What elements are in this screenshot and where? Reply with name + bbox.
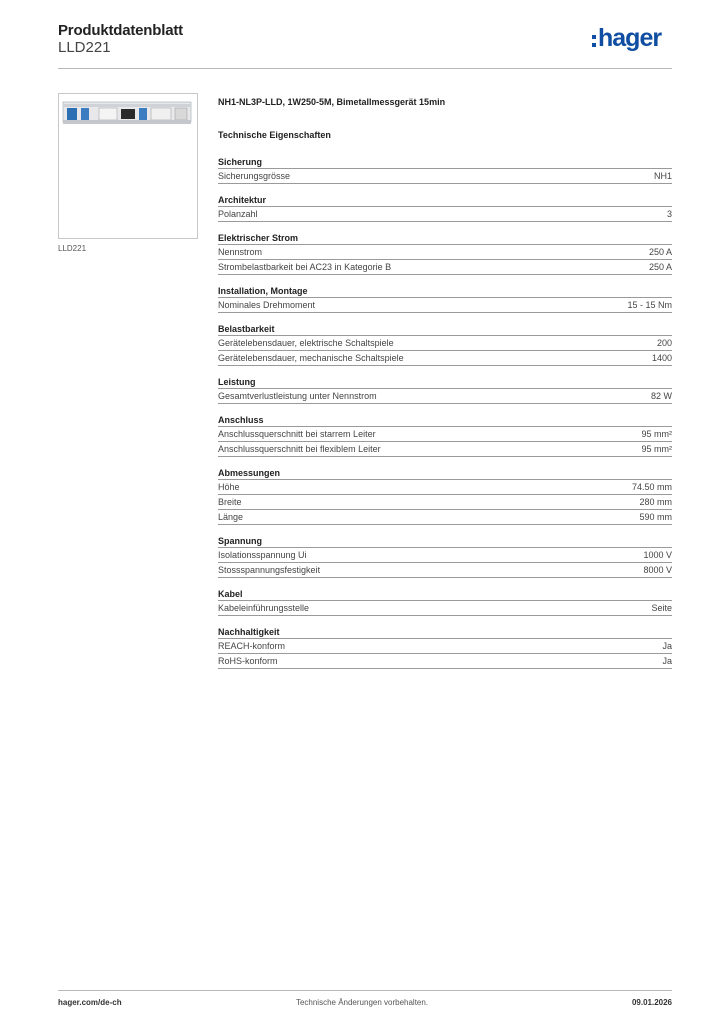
- property-section: [218, 194, 672, 222]
- page-header: [58, 22, 672, 68]
- property-section: [218, 414, 672, 457]
- property-row: [218, 245, 672, 260]
- property-label: Polanzahl: [218, 209, 258, 219]
- property-row: [218, 654, 672, 669]
- logo-wordmark: hager: [598, 24, 662, 52]
- property-row: [218, 207, 672, 222]
- property-value: 1000 V: [643, 550, 672, 560]
- property-value: 250 A: [648, 247, 672, 257]
- property-label: Anschlussquerschnitt bei starrem Leiter: [218, 429, 376, 439]
- footer-date: 09.01.2026: [631, 998, 672, 1007]
- document-subtitle: LLD221: [58, 39, 111, 56]
- property-label: REACH-konform: [218, 641, 286, 651]
- property-value: 15 - 15 Nm: [627, 300, 672, 310]
- property-row: [218, 336, 672, 351]
- property-value: 8000 V: [643, 565, 672, 575]
- property-label: Gerätelebensdauer, elektrische Schaltspiele: [218, 338, 394, 348]
- property-section: [218, 156, 672, 184]
- property-label: Nominales Drehmoment: [218, 300, 316, 310]
- property-label: Stossspannungsfestigkeit: [218, 565, 321, 575]
- property-value: 95 mm²: [641, 429, 672, 439]
- property-row: [218, 639, 672, 654]
- section-title: Elektrischer Strom: [218, 232, 672, 245]
- property-label: Strombelastbarkeit bei AC23 in Kategorie B: [218, 262, 392, 272]
- property-row: [218, 169, 672, 184]
- property-label: Isolationsspannung Ui: [218, 550, 307, 560]
- property-value: Seite: [651, 603, 672, 613]
- property-value: 82 W: [650, 391, 672, 401]
- footer-notice: Technische Änderungen vorbehalten.: [295, 998, 429, 1007]
- logo-dots: [592, 35, 596, 51]
- product-illustration: [59, 94, 197, 238]
- header-divider: [58, 68, 672, 69]
- footer-website[interactable]: hager.com/de-ch: [58, 998, 122, 1007]
- section-title: Abmessungen: [218, 467, 672, 480]
- property-value: 95 mm²: [641, 444, 672, 454]
- property-value: 250 A: [648, 262, 672, 272]
- property-section: [218, 285, 672, 313]
- property-section: [218, 323, 672, 366]
- property-value: 590 mm: [639, 512, 672, 522]
- document-title: Produktdatenblatt: [58, 22, 183, 39]
- property-value: Ja: [662, 641, 672, 651]
- property-label: Breite: [218, 497, 242, 507]
- property-value: 280 mm: [639, 497, 672, 507]
- property-row: [218, 442, 672, 457]
- section-title: Belastbarkeit: [218, 323, 672, 336]
- property-label: Höhe: [218, 482, 240, 492]
- product-title: NH1-NL3P-LLD, 1W250-5M, Bimetallmessgerät 15min: [218, 97, 446, 107]
- property-section: [218, 588, 672, 616]
- property-value: 3: [666, 209, 672, 219]
- properties-heading: Technische Eigenschaften: [218, 130, 331, 140]
- property-section: [218, 626, 672, 669]
- property-row: [218, 601, 672, 616]
- property-row: [218, 548, 672, 563]
- property-row: [218, 480, 672, 495]
- property-row: [218, 563, 672, 578]
- hager-logo: [592, 26, 672, 54]
- property-section: [218, 467, 672, 525]
- property-section: [218, 376, 672, 404]
- property-row: [218, 427, 672, 442]
- property-row: [218, 351, 672, 366]
- property-value: 200: [656, 338, 672, 348]
- property-row: [218, 389, 672, 404]
- property-label: Kabeleinführungsstelle: [218, 603, 310, 613]
- property-value: 1400: [651, 353, 672, 363]
- property-label: Gerätelebensdauer, mechanische Schaltspiele: [218, 353, 404, 363]
- property-label: Länge: [218, 512, 244, 522]
- product-image-caption: LLD221: [58, 244, 87, 253]
- property-row: [218, 510, 672, 525]
- property-row: [218, 260, 672, 275]
- property-label: RoHS-konform: [218, 656, 278, 666]
- property-row: [218, 495, 672, 510]
- section-title: Installation, Montage: [218, 285, 672, 298]
- property-section: [218, 232, 672, 275]
- properties-table: [218, 156, 672, 679]
- property-row: [218, 298, 672, 313]
- property-label: Gesamtverlustleistung unter Nennstrom: [218, 391, 377, 401]
- property-label: Sicherungsgrösse: [218, 171, 291, 181]
- product-image: [58, 93, 198, 239]
- section-title: Architektur: [218, 194, 672, 207]
- property-label: Anschlussquerschnitt bei flexiblem Leiter: [218, 444, 381, 454]
- property-label: Nennstrom: [218, 247, 263, 257]
- property-section: [218, 535, 672, 578]
- property-value: 74.50 mm: [631, 482, 672, 492]
- section-title: Leistung: [218, 376, 672, 389]
- property-value: NH1: [653, 171, 672, 181]
- section-title: Kabel: [218, 588, 672, 601]
- section-title: Spannung: [218, 535, 672, 548]
- section-title: Nachhaltigkeit: [218, 626, 672, 639]
- footer-divider: [58, 990, 672, 991]
- property-value: Ja: [662, 656, 672, 666]
- section-title: Anschluss: [218, 414, 672, 427]
- section-title: Sicherung: [218, 156, 672, 169]
